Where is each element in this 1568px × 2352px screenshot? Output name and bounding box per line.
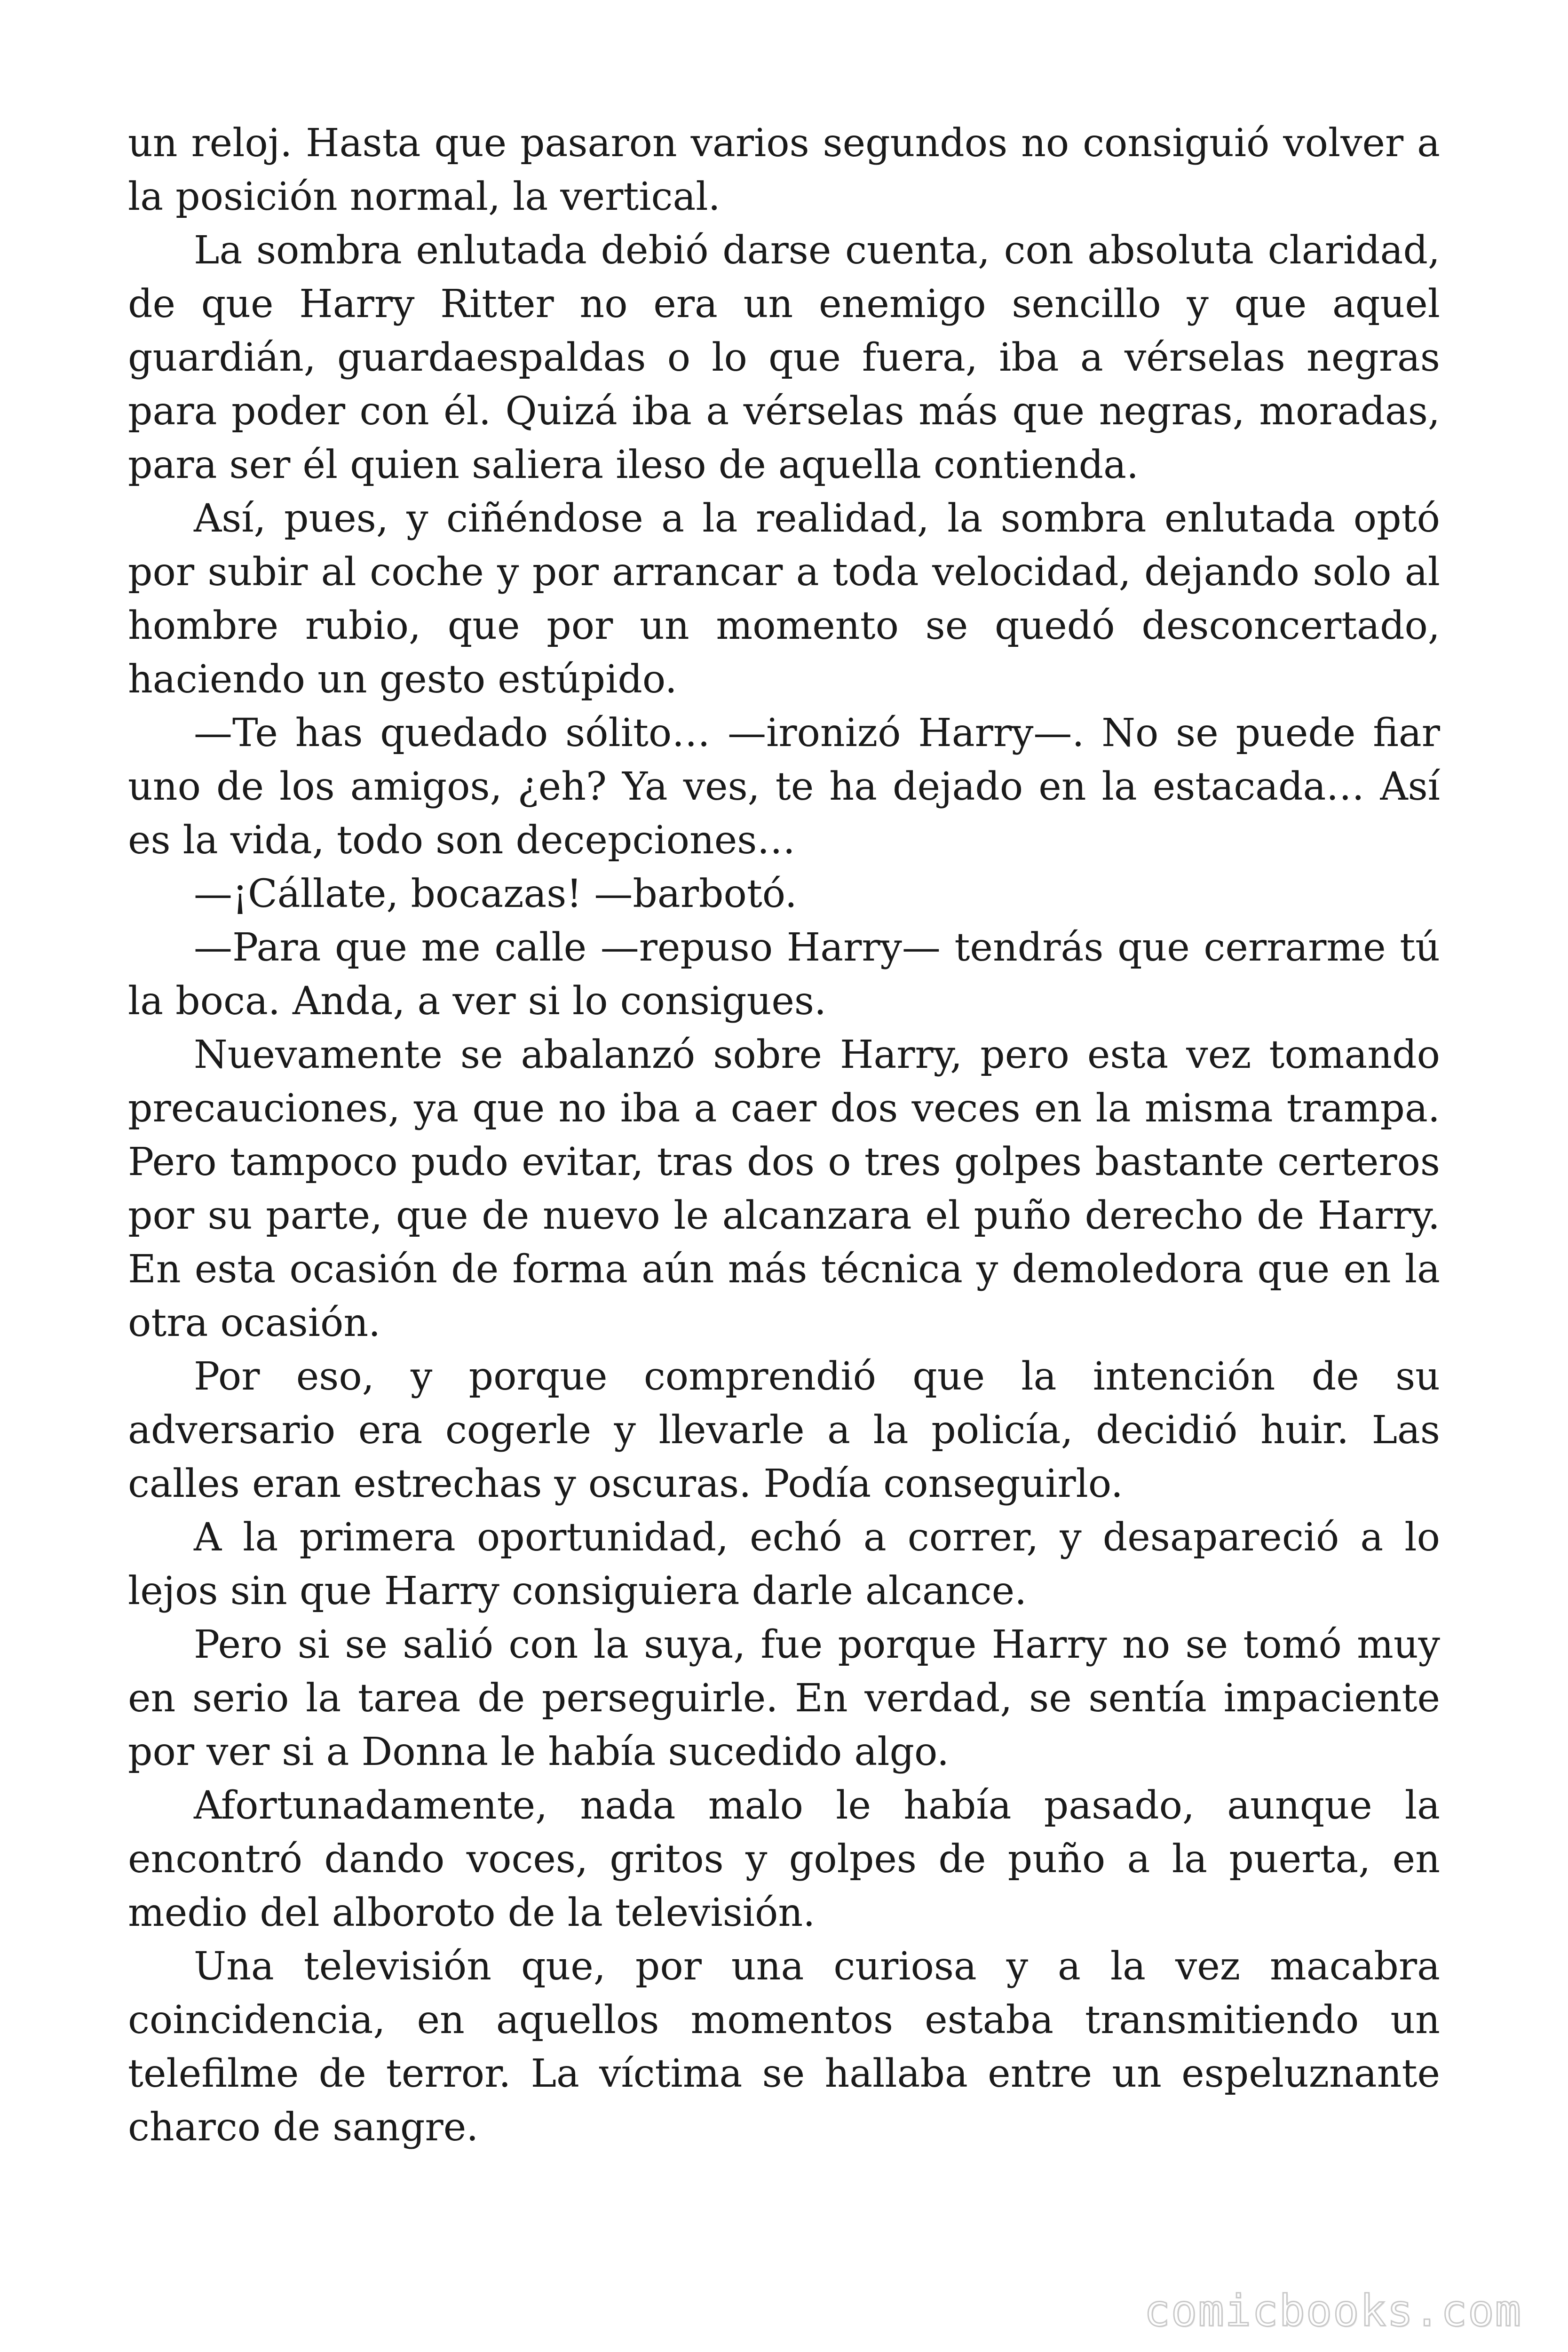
paragraph-11: Afortunadamente, nada malo le había pasado, aunque la encontró dando voces, gritos y golpes de puño a la puerta, en medio del alboroto de la televisión.: [128, 1783, 1440, 1935]
watermark: comicbooks.com: [1144, 2286, 1522, 2336]
paragraph-12: Una televisión que, por una curiosa y a la vez macabra coincidencia, en aquellos momentos estaba transmitiendo un telefilme de terror. La víctima se hallaba entre un espeluznante charco de sangre.: [128, 1944, 1440, 2150]
paragraph-3: Así, pues, y ciñéndose a la realidad, la sombra enlutada optó por subir al coche y por arrancar a toda velocidad, dejando solo al hombre rubio, que por un momento se quedó desconcertado, haciendo un gesto estúpido.: [128, 496, 1440, 702]
paragraph-5: —¡Cállate, bocazas! —barbotó.: [194, 872, 797, 916]
paragraph-9: A la primera oportunidad, echó a correr, y desapareció a lo lejos sin que Harry consiguiera darle alcance.: [128, 1515, 1440, 1613]
paragraph-6: —Para que me calle —repuso Harry— tendrás que cerrarme tú la boca. Anda, a ver si lo consigues.: [128, 925, 1440, 1024]
paragraph-7: Nuevamente se abalanzó sobre Harry, pero esta vez tomando precauciones, ya que no iba a caer dos veces en la misma trampa. Pero tampoco pudo evitar, tras dos o tres golpes bastante certeros por su parte, que de nuevo le alcanzara el puño derecho de Harry. En esta ocasión de forma aún más técnica y demoledora que en la otra ocasión.: [128, 1033, 1440, 1345]
paragraph-8: Por eso, y porque comprendió que la intención de su adversario era cogerle y llevarle a la policía, decidió huir. Las calles eran estrechas y oscuras. Podía conseguirlo.: [128, 1354, 1440, 1506]
paragraph-10: Pero si se salió con la suya, fue porque Harry no se tomó muy en serio la tarea de perseguirle. En verdad, se sentía impaciente por ver si a Donna le había sucedido algo.: [128, 1622, 1440, 1774]
body-text: [128, 117, 1440, 2154]
paragraph-4: —Te has quedado sólito… —ironizó Harry—. No se puede fiar uno de los amigos, ¿eh? Ya ves, te ha dejado en la estacada… Así es la vida, todo son decepciones…: [128, 711, 1440, 863]
paragraph-1: un reloj. Hasta que pasaron varios segundos no consiguió volver a la posición normal, la vertical.: [128, 121, 1440, 219]
paragraph-2: La sombra enlutada debió darse cuenta, con absoluta claridad, de que Harry Ritter no era un enemigo sencillo y que aquel guardián, guardaespaldas o lo que fuera, iba a vérselas negras para poder con él. Quizá iba a vérselas más que negras, moradas, para ser él quien saliera ileso de aquella contienda.: [128, 228, 1440, 487]
